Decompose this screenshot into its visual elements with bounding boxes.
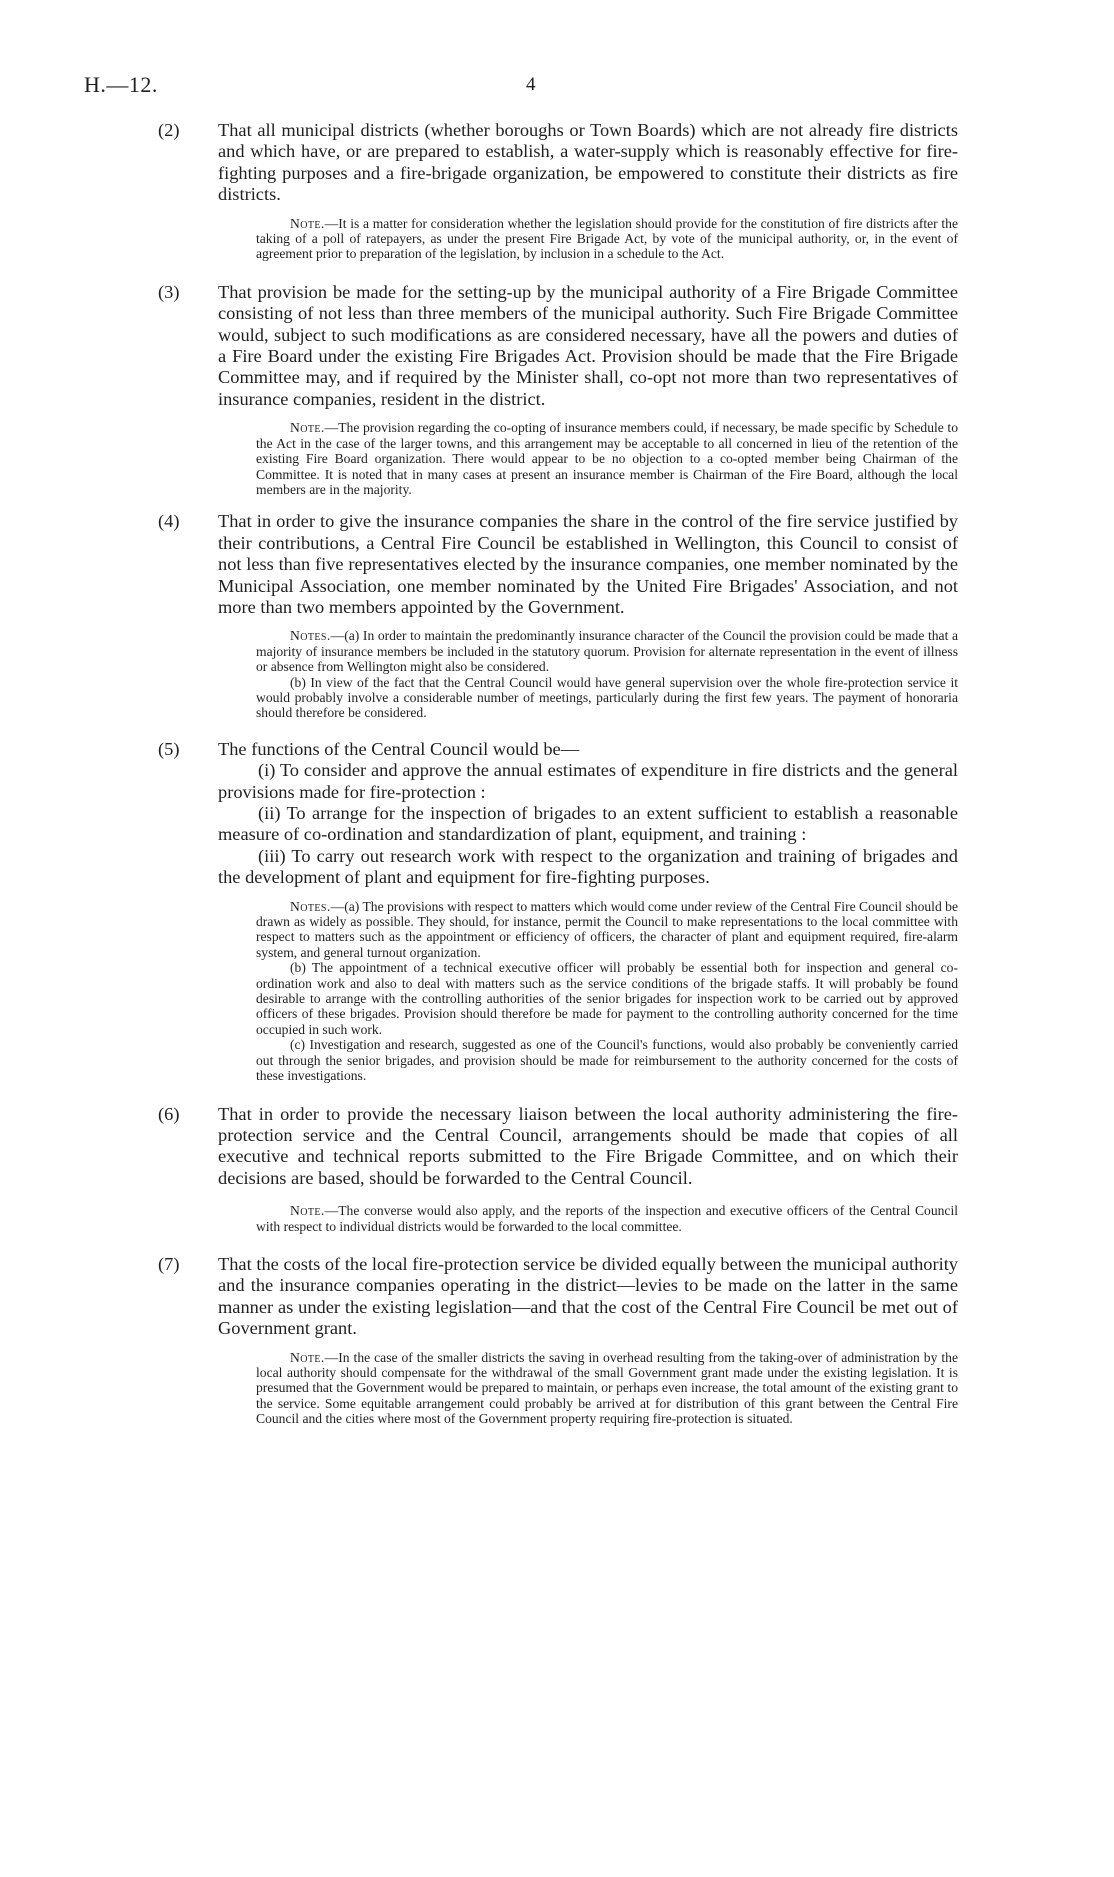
section-note <box>256 420 958 497</box>
section-text: That in order to give the insurance companies the share in the control of the fire service justified by their contributions, a Central Fire Council be established in Wellington, this Council to consist of not less than five representatives elected by the insurance companies, one member nominated by the Municipal Association, one member nominated by the United Fire Brigades' Association, and not more than two members appointed by the Government. <box>218 511 958 617</box>
section-label: (5) <box>158 738 180 759</box>
section-label: (6) <box>158 1103 180 1124</box>
section-note <box>256 1203 958 1234</box>
page-number: 4 <box>526 74 536 95</box>
sub-item-ii: (ii) To arrange for the inspection of brigades to an extent sufficient to establish a reasonable measure of co-ordination and standardization of plant, equipment, and training : <box>218 803 958 845</box>
note-b: (b) In view of the fact that the Central Council would have general supervision over the whole fire-protection service it would probably involve a considerable number of meetings, particularly during the first few years. The payment of honoraria should therefore be considered. <box>256 674 958 721</box>
section-text: The functions of the Central Council would be— <box>218 738 580 759</box>
note-b: (b) The appointment of a technical executive officer will probably be essential both for inspection and general co-ordination work and also to deal with matters such as the service conditions of the brigade staffs. It will probably be found desirable to arrange with the controlling authorities of the senior brigades for inspection work to be carried out by approved officers of these brigades. Provision should therefore be made for payment to the controlling authority concerned for the time occupied in such work. <box>256 960 958 1037</box>
section-3 <box>158 282 958 497</box>
page-header <box>84 72 1030 98</box>
note-heading: Notes. <box>290 898 331 914</box>
section-4 <box>158 511 958 720</box>
document-body <box>158 120 958 1427</box>
section-label: (2) <box>158 120 180 140</box>
section-text: That all municipal districts (whether boroughs or Town Boards) which are not already fire districts and which have, or are prepared to establish, a water-supply which is reasonably effective for fire-fighting purposes and a fire-brigade organization, be empowered to constitute their districts as fire districts. <box>218 120 958 205</box>
note-heading: Notes. <box>290 628 331 644</box>
sub-item-iii: (iii) To carry out research work with respect to the organization and training of brigades and the development of plant and equipment for fire-fighting purposes. <box>218 845 958 888</box>
note-text: —In the case of the smaller districts the saving in overhead resulting from the taking-over of administration by the local authority should compensate for the withdrawal of the small Government grant made under the existing legislation. It is presumed that the Government would be prepared to maintain, or perhaps even increase, the total amount of the existing grant to the service. Some equitable arrangement could probably be arrived at for distribution of this grant between the Central Fire Council and the cities where most of the Government property requiring fire-protection is situated. <box>256 1349 958 1427</box>
section-note <box>256 1350 958 1427</box>
section-label: (3) <box>158 281 180 302</box>
section-note <box>256 216 958 262</box>
section-label: (4) <box>158 511 180 532</box>
section-notes <box>256 899 958 1084</box>
section-2 <box>158 120 958 262</box>
section-label: (7) <box>158 1253 180 1274</box>
section-6 <box>158 1104 958 1234</box>
section-text: That the costs of the local fire-protection service be divided equally between the municipal authority and the insurance companies operating in the district—levies to be made on the latter in the same manner as under the existing legislation—and that the cost of the Central Fire Council be met out of Government grant. <box>218 1253 958 1339</box>
note-heading: Note. <box>290 1349 325 1365</box>
note-heading: Note. <box>290 1203 325 1219</box>
sub-item-i: (i) To consider and approve the annual estimates of expenditure in fire districts and the general provisions made for fire-protection : <box>218 760 958 802</box>
note-heading: Note. <box>290 215 325 231</box>
note-text: —The provision regarding the co-opting of insurance members could, if necessary, be made specific by Schedule to the Act in the case of the larger towns, and this arrangement may be acceptable to all concerned in lieu of the retention of the existing Fire Board organization. There would appear to be no objection to a co-opted member being Chairman of the Committee. It is noted that in many cases at present an insurance member is Chairman of the Fire Board, although the local members are in the majority. <box>256 420 958 497</box>
note-text: —The converse would also apply, and the reports of the inspection and executive officers of the Central Council with respect to individual districts would be forwarded to the local committee. <box>256 1203 958 1234</box>
note-a: —(a) The provisions with respect to matters which would come under review of the Central Fire Council should be drawn as widely as possible. They should, for instance, permit the Council to make representations to the local committee with respect to matters such as the appointment or efficiency of officers, the character of plant and equipment required, fire-alarm system, and general turnout organization. <box>256 898 958 960</box>
section-notes <box>256 628 958 720</box>
note-c: (c) Investigation and research, suggested as one of the Council's functions, would also probably be conveniently carried out through the senior brigades, and provision should be made for reimbursement to the authority concerned for the costs of these investigations. <box>256 1037 958 1084</box>
note-heading: Note. <box>290 420 325 436</box>
note-a: —(a) In order to maintain the predominantly insurance character of the Council the provision could be made that a majority of insurance members be included in the statutory quorum. Provision for alternate representation in the event of illness or absence from Wellington might also be considered. <box>256 628 958 675</box>
section-7 <box>158 1254 958 1427</box>
section-text: That provision be made for the setting-up by the municipal authority of a Fire Brigade Committee consisting of not less than three members of the municipal authority. Such Fire Brigade Committee would, subject to such modifications as are considered necessary, have all the powers and duties of a Fire Board under the existing Fire Brigades Act. Provision should be made that the Fire Brigade Committee may, and if required by the Minister shall, co-opt not more than two representatives of insurance companies, resident in the district. <box>218 281 958 409</box>
section-text: That in order to provide the necessary liaison between the local authority administering the fire-protection service and the Central Council, arrangements should be made that copies of all executive and technical reports submitted to the Fire Brigade Committee, and on which their decisions are based, should be forwarded to the Central Council. <box>218 1103 958 1188</box>
note-text: —It is a matter for consideration whether the legislation should provide for the constitution of fire districts after the taking of a poll of ratepayers, as under the present Fire Brigade Act, by vote of the municipal authority, or, in the event of agreement prior to preparation of the legislation, by inclusion in a schedule to the Act. <box>256 215 958 262</box>
document-reference: H.—12. <box>84 72 158 97</box>
section-5 <box>158 739 958 1084</box>
